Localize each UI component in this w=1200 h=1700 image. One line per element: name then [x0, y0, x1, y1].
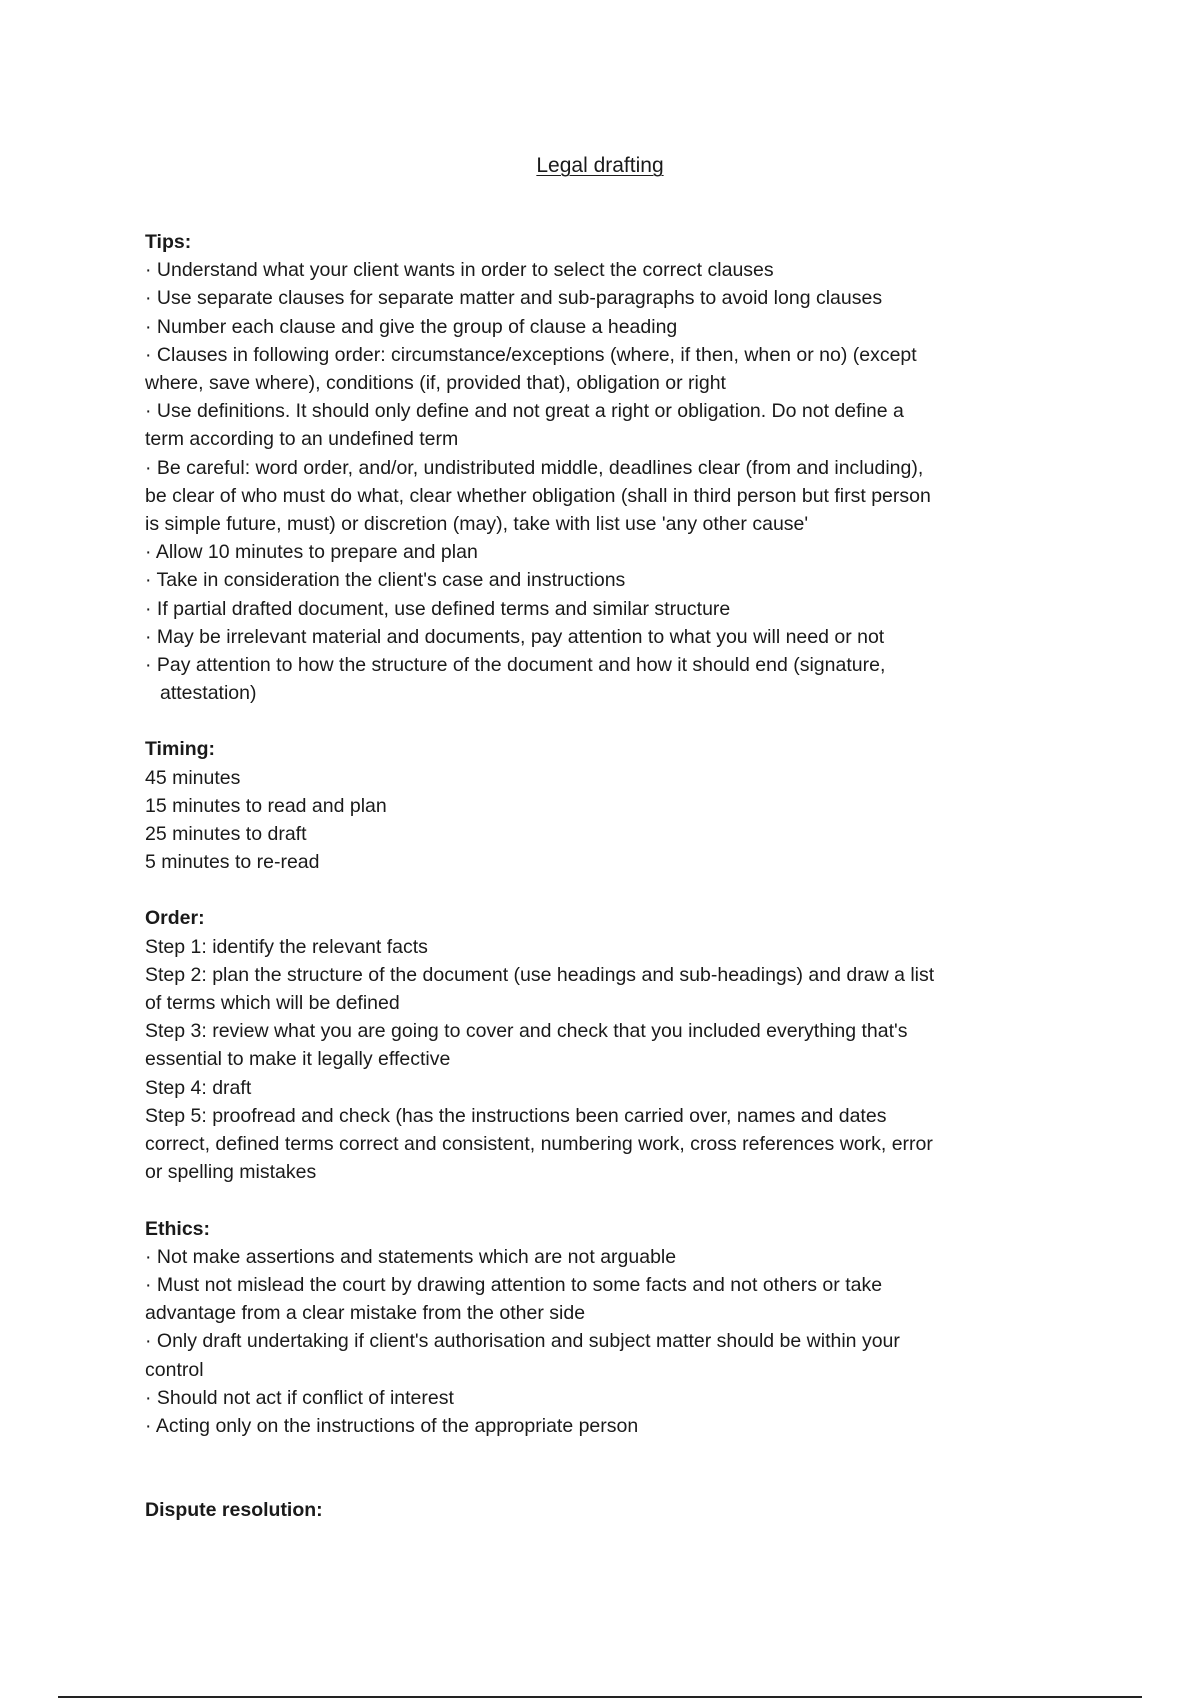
- order-line: essential to make it legally effective: [145, 1048, 451, 1071]
- dispute-heading: Dispute resolution:: [145, 1499, 323, 1522]
- order-line: Step 3: review what you are going to cover and check that you included everything that's: [145, 1020, 908, 1043]
- tips-line: · Number each clause and give the group of clause a heading: [145, 315, 678, 338]
- page-title: Legal drafting: [536, 154, 664, 177]
- order-line: Step 1: identify the relevant facts: [145, 935, 428, 958]
- tips-line: · Use separate clauses for separate matter and sub-paragraphs to avoid long clauses: [145, 287, 883, 310]
- footer-divider: [58, 1696, 1142, 1698]
- tips-line: · Be careful: word order, and/or, undistributed middle, deadlines clear (from and including),: [145, 456, 924, 479]
- tips-section: [145, 228, 1055, 707]
- dispute-section: [145, 1496, 1055, 1524]
- timing-line: 45 minutes: [145, 766, 241, 789]
- tips-line: is simple future, must) or discretion (may), take with list use 'any other cause': [145, 513, 809, 536]
- tips-line: · Use definitions. It should only define and not great a right or obligation. Do not define a: [145, 400, 904, 423]
- tips-line: · Understand what your client wants in order to select the correct clauses: [145, 259, 774, 282]
- order-line: of terms which will be defined: [145, 992, 400, 1015]
- order-section: [145, 904, 1055, 1186]
- timing-line: 25 minutes to draft: [145, 823, 307, 846]
- ethics-line: · Should not act if conflict of interest: [145, 1386, 454, 1409]
- tips-line: · Take in consideration the client's case and instructions: [145, 569, 626, 592]
- order-line: or spelling mistakes: [145, 1161, 317, 1184]
- document-body: [145, 228, 1055, 1552]
- timing-line: 15 minutes to read and plan: [145, 794, 387, 817]
- tips-line: attestation): [160, 682, 257, 705]
- tips-line: where, save where), conditions (if, provided that), obligation or right: [145, 372, 726, 395]
- order-line: Step 2: plan the structure of the document (use headings and sub-headings) and draw a list: [145, 963, 935, 986]
- tips-line: · Pay attention to how the structure of the document and how it should end (signature,: [145, 654, 886, 677]
- tips-line: term according to an undefined term: [145, 428, 459, 451]
- tips-line: · May be irrelevant material and documents, pay attention to what you will need or not: [145, 625, 885, 648]
- ethics-line: control: [145, 1358, 204, 1381]
- ethics-line: · Acting only on the instructions of the appropriate person: [145, 1414, 639, 1437]
- tips-heading: Tips:: [145, 231, 192, 253]
- timing-line: 5 minutes to re-read: [145, 851, 320, 874]
- tips-line: · Clauses in following order: circumstance/exceptions (where, if then, when or no) (except: [145, 343, 917, 366]
- ethics-line: · Only draft undertaking if client's authorisation and subject matter should be within your: [145, 1330, 900, 1353]
- tips-line: · If partial drafted document, use defined terms and similar structure: [145, 597, 731, 620]
- tips-line: be clear of who must do what, clear whether obligation (shall in third person but first person: [145, 484, 931, 507]
- order-line: correct, defined terms correct and consistent, numbering work, cross references work, error: [145, 1133, 933, 1156]
- order-heading: Order:: [145, 907, 205, 930]
- timing-section: [145, 735, 1055, 876]
- ethics-line: · Must not mislead the court by drawing attention to some facts and not others or take: [145, 1273, 883, 1296]
- timing-heading: Timing:: [145, 738, 216, 761]
- ethics-line: advantage from a clear mistake from the other side: [145, 1302, 586, 1325]
- tips-line: · Allow 10 minutes to prepare and plan: [145, 541, 478, 564]
- ethics-section: [145, 1215, 1055, 1441]
- order-line: Step 5: proofread and check (has the instructions been carried over, names and dates: [145, 1104, 887, 1127]
- ethics-heading: Ethics:: [145, 1217, 211, 1240]
- ethics-line: · Not make assertions and statements which are not arguable: [145, 1245, 677, 1268]
- order-line: Step 4: draft: [145, 1076, 252, 1099]
